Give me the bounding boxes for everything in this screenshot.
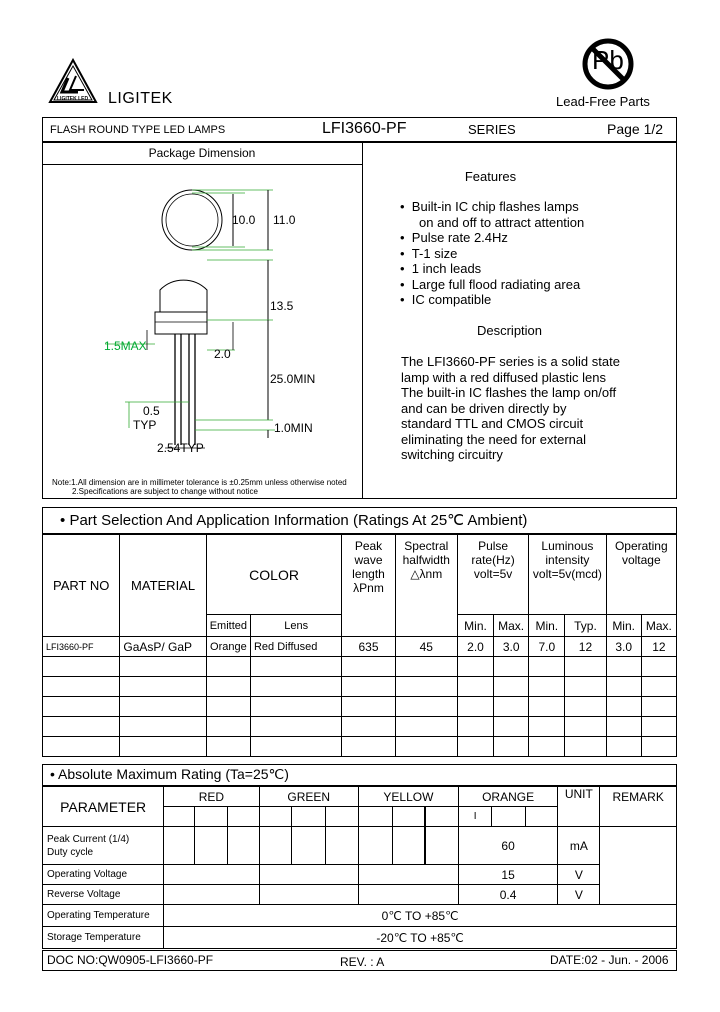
header-yellow: YELLOW xyxy=(358,787,458,807)
document-date: DATE:02 - Jun. - 2006 xyxy=(550,953,669,967)
dim-25-0min: 25.0MIN xyxy=(270,372,316,386)
bullet-icon: • xyxy=(400,292,405,307)
header-op-max: Max. xyxy=(641,615,676,637)
brand-name: LIGITEK xyxy=(108,90,173,107)
dim-0-5: 0.5 xyxy=(143,404,160,418)
dim-1-5max: 1.5MAX xyxy=(104,339,147,353)
feature-item: on and off to attract attention xyxy=(419,215,585,230)
feature-item: • Large full flood radiating area xyxy=(400,277,581,292)
header-unit: UNIT xyxy=(558,787,600,827)
abs-max-table xyxy=(42,786,677,949)
series-label: SERIES xyxy=(468,122,516,137)
table-row xyxy=(43,657,677,677)
header-luminous: Luminous intensity volt=5v(mcd) xyxy=(529,535,606,615)
package-title-underline xyxy=(42,164,362,165)
table-row: Operating Voltage 15 V xyxy=(43,865,677,885)
table-row: Peak Current (1/4) Duty cycle 60 mA xyxy=(43,827,677,865)
pb-symbol: Pb xyxy=(592,45,624,75)
revision: REV. : A xyxy=(340,955,385,969)
header-remark: REMARK xyxy=(600,787,677,827)
doc-number: DOC NO:QW0905-LFI3660-PF xyxy=(47,953,214,967)
bullet-icon: • xyxy=(60,512,66,529)
description-body: The LFI3660-PF series is a solid state lamp with a red diffused plastic lens The built-in IC flashes the lamp on/off and can be driven directly by standard TTL and CMOS circuit eliminating the need for external switching circuitry xyxy=(401,354,620,462)
dim-11-0: 11.0 xyxy=(273,213,296,227)
bullet-icon: • xyxy=(400,261,405,276)
table-row xyxy=(43,697,677,717)
header-parameter: PARAMETER xyxy=(43,787,164,827)
package-divider xyxy=(362,142,363,499)
header-operating: Operating voltage xyxy=(606,535,676,615)
page-number: Page 1/2 xyxy=(607,121,664,137)
part-section-title: • Part Selection And Application Information (Ratings At 25℃ Ambient) xyxy=(60,512,528,529)
header-pulse-min: Min. xyxy=(457,615,493,637)
package-note-2: 2.Specifications are subject to change without notice xyxy=(72,487,258,496)
table-row: Storage Temperature -20℃ TO +85℃ xyxy=(43,927,677,949)
header-part-no: PART NO xyxy=(43,535,120,637)
product-type: FLASH ROUND TYPE LED LAMPS xyxy=(50,124,226,136)
header-color: COLOR xyxy=(206,535,342,615)
bullet-icon: • xyxy=(400,230,405,245)
table-row: LFI3660-PF GaAsP/ GaP Orange Red Diffused 635 45 2.0 3.0 7.0 12 3.0 12 xyxy=(43,637,677,657)
header-peak: Peak wave length λPnm xyxy=(342,535,395,637)
bullet-icon: • xyxy=(400,277,405,292)
header-green: GREEN xyxy=(259,787,358,807)
bullet-icon: • xyxy=(400,199,405,214)
dim-10-0: 10.0 xyxy=(232,213,256,227)
led-package-drawing xyxy=(95,180,335,460)
header-pulse: Pulse rate(Hz) volt=5v xyxy=(457,535,528,615)
dim-13-5: 13.5 xyxy=(270,299,294,313)
table-row xyxy=(43,737,677,757)
package-note-1: Note:1.All dimension are in millimeter tolerance is ±0.25mm unless otherwise noted xyxy=(52,478,347,487)
dim-1-0min: 1.0MIN xyxy=(274,421,313,435)
bullet-icon: • xyxy=(400,246,405,261)
header-spectral: Spectral halfwidth △λnm xyxy=(395,535,457,637)
part-selection-table xyxy=(42,534,677,757)
logo-caption: LIGITEK LED xyxy=(57,96,89,102)
header-lum-min: Min. xyxy=(529,615,565,637)
header-pulse-max: Max. xyxy=(494,615,529,637)
dim-2-0: 2.0 xyxy=(214,347,231,361)
abs-section-title: • Absolute Maximum Rating (Ta=25℃) xyxy=(50,766,289,782)
header-material: MATERIAL xyxy=(120,535,206,637)
feature-item: • 1 inch leads xyxy=(400,261,482,276)
header-lum-typ: Typ. xyxy=(565,615,606,637)
dim-2-54typ: 2.54TYP xyxy=(157,441,204,455)
header-op-min: Min. xyxy=(606,615,641,637)
lead-free-label: Lead-Free Parts xyxy=(556,94,650,109)
table-row xyxy=(43,677,677,697)
header-red: RED xyxy=(164,787,259,807)
dim-typ: TYP xyxy=(133,418,157,432)
header-orange: ORANGE xyxy=(458,787,557,807)
feature-item: • Built-in IC chip flashes lamps xyxy=(400,199,579,214)
table-row xyxy=(43,717,677,737)
features-title: Features xyxy=(464,169,517,184)
header-emitted: Emitted xyxy=(206,615,250,637)
feature-item: • Pulse rate 2.4Hz xyxy=(400,230,508,245)
table-row: Operating Temperature 0℃ TO +85℃ xyxy=(43,905,677,927)
part-number-title: LFI3660-PF xyxy=(322,120,407,137)
header-lens: Lens xyxy=(250,615,341,637)
orange-sub-label: I xyxy=(458,807,492,827)
feature-item: • IC compatible xyxy=(400,292,492,307)
description-title: Description xyxy=(476,323,543,338)
feature-item: • T-1 size xyxy=(400,246,458,261)
package-title: Package Dimension xyxy=(148,146,256,160)
bullet-icon: • xyxy=(50,766,55,782)
table-row: Reverse Voltage 0.4 V xyxy=(43,885,677,905)
